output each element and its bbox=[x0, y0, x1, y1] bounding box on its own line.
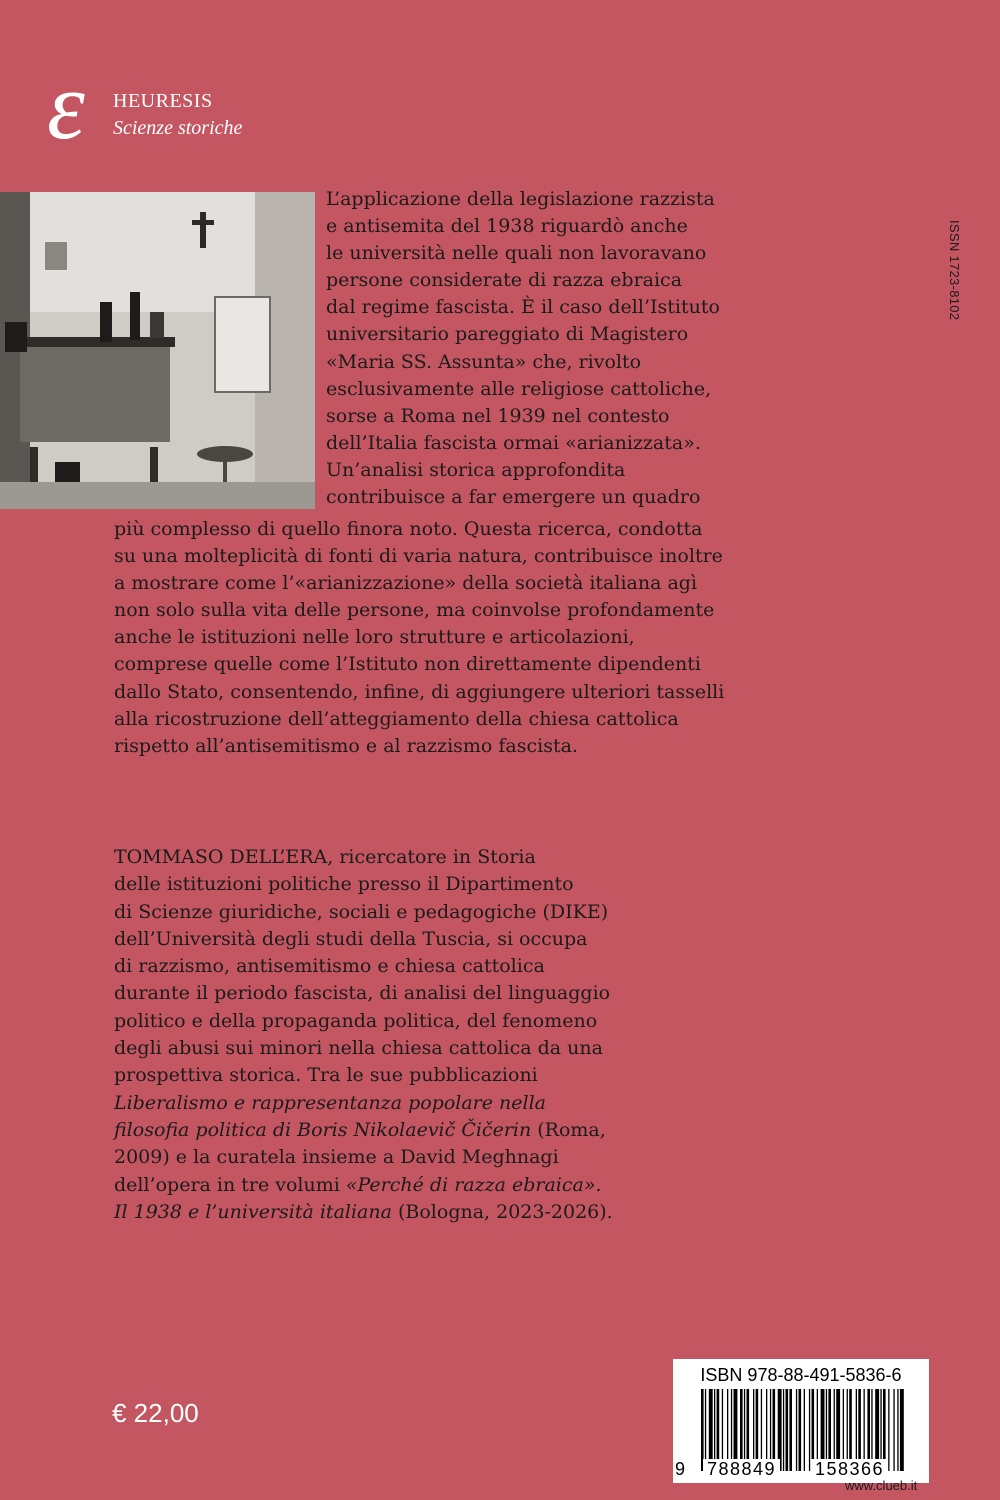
bio-line bbox=[114, 1117, 613, 1144]
bio-line bbox=[114, 1090, 613, 1117]
barcode-bar bbox=[809, 1389, 810, 1471]
desc-line: esclusivamente alle religiose cattoliche, bbox=[326, 377, 712, 400]
barcode-bar bbox=[893, 1389, 894, 1471]
desc-line: «Maria SS. Assunta» che, rivolto bbox=[326, 350, 642, 373]
issn-label: ISSN 1723-8102 bbox=[947, 220, 962, 321]
desc-line: alla ricostruzione dell’atteggiamento della chiesa cattolica bbox=[114, 707, 679, 730]
desc-line: rispetto all’antisemitismo e al razzismo fascista. bbox=[114, 734, 578, 757]
barcode-bar bbox=[783, 1389, 784, 1471]
desc-line: dallo Stato, consentendo, infine, di aggiungere ulteriori tasselli bbox=[114, 680, 725, 703]
bio-line bbox=[114, 1172, 613, 1199]
desc-line: su una molteplicità di fonti di varia natura, contribuisce inoltre bbox=[114, 545, 723, 568]
bio-line: di razzismo, antisemitismo e chiesa cattolica bbox=[114, 955, 545, 978]
bio-line: di Scienze giuridiche, sociali e pedagogiche (DIKE) bbox=[114, 900, 609, 923]
barcode-digits-right: 158366 bbox=[811, 1459, 888, 1480]
publication-tail: (Bologna, 2023-2026). bbox=[391, 1200, 613, 1223]
bio-line: politico e della propaganda politica, del fenomeno bbox=[114, 1009, 598, 1032]
desc-line: dell’Italia fascista ormai «arianizzata». bbox=[326, 431, 701, 454]
bio-line: prospettiva storica. Tra le sue pubblicazioni bbox=[114, 1064, 538, 1087]
series-name: HEURESIS bbox=[113, 90, 213, 112]
series-logo-mark: ε bbox=[47, 52, 85, 159]
desc-line: e antisemita del 1938 riguardò anche bbox=[326, 215, 688, 238]
desc-line: anche le istituzioni nelle loro strutture e articolazioni, bbox=[114, 626, 635, 649]
price-label: € 22,00 bbox=[112, 1398, 199, 1428]
publication-title: Liberalismo e rappresentanza popolare nella bbox=[114, 1091, 546, 1114]
barcode-bar bbox=[804, 1389, 805, 1471]
desc-line: universitario pareggiato di Magistero bbox=[326, 323, 689, 346]
barcode-bar bbox=[789, 1389, 792, 1471]
cover-photo bbox=[0, 192, 315, 509]
bio-line: degli abusi sui minori nella chiesa cattolica da una bbox=[114, 1037, 603, 1060]
bio-line: delle istituzioni politiche presso il Dipartimento bbox=[114, 873, 574, 896]
barcode-bar bbox=[796, 1389, 797, 1471]
desc-line: dal regime fascista. È il caso dell’Istituto bbox=[326, 296, 720, 319]
series-subtitle: Scienze storiche bbox=[113, 117, 243, 139]
publication-title: filosofia politica di Boris Nikolaevič Čičerin bbox=[114, 1118, 532, 1141]
desc-line: comprese quelle come l’Istituto non direttamente dipendenti bbox=[114, 653, 701, 676]
desc-line: più complesso di quello finora noto. Questa ricerca, condotta bbox=[114, 518, 703, 540]
desc-line: sorse a Roma nel 1939 nel contesto bbox=[326, 404, 670, 427]
barcode-box bbox=[673, 1359, 929, 1483]
barcode-bar bbox=[900, 1389, 904, 1471]
barcode-digits-left: 788849 bbox=[703, 1459, 780, 1480]
isbn-label: ISBN 978-88-491-5836-6 bbox=[700, 1365, 902, 1385]
desc-line: L’applicazione della legislazione razzista bbox=[326, 188, 715, 210]
publication-title: Il 1938 e l’università italiana bbox=[114, 1200, 392, 1223]
barcode-bar bbox=[799, 1389, 802, 1471]
bio-line: 2009) e la curatela insieme a David Meghnagi bbox=[114, 1146, 559, 1169]
bio-line bbox=[114, 1199, 613, 1226]
barcode-bar bbox=[897, 1389, 898, 1471]
desc-line: a mostrare come l’«arianizzazione» della società italiana agì bbox=[114, 572, 698, 595]
author-bio bbox=[114, 844, 613, 1226]
desc-line: Un’analisi storica approfondita bbox=[326, 458, 626, 481]
barcode-bar bbox=[888, 1389, 889, 1471]
publication-title: «Perché di razza ebraica». bbox=[345, 1173, 602, 1196]
desc-line: non solo sulla vita delle persone, ma coinvolse profondamente bbox=[114, 599, 715, 622]
desc-line: contribuisce a far emergere un quadro bbox=[326, 486, 701, 509]
barcode-bar bbox=[786, 1389, 789, 1471]
publisher-website: www.clueb.it bbox=[845, 1478, 918, 1493]
barcode-digit-first: 9 bbox=[675, 1459, 687, 1479]
bio-line: TOMMASO DELL’ERA, ricercatore in Storia bbox=[114, 846, 536, 868]
publication-lead: dell’opera in tre volumi bbox=[114, 1173, 346, 1196]
desc-line: le università nelle quali non lavoravano bbox=[326, 242, 707, 265]
bio-line: dell’Università degli studi della Tuscia, si occupa bbox=[114, 927, 588, 950]
publication-place: (Roma, bbox=[531, 1118, 606, 1141]
desc-line: persone considerate di razza ebraica bbox=[326, 269, 683, 292]
laboratory-photo-icon bbox=[0, 192, 315, 509]
bio-line: durante il periodo fascista, di analisi del linguaggio bbox=[114, 982, 611, 1005]
